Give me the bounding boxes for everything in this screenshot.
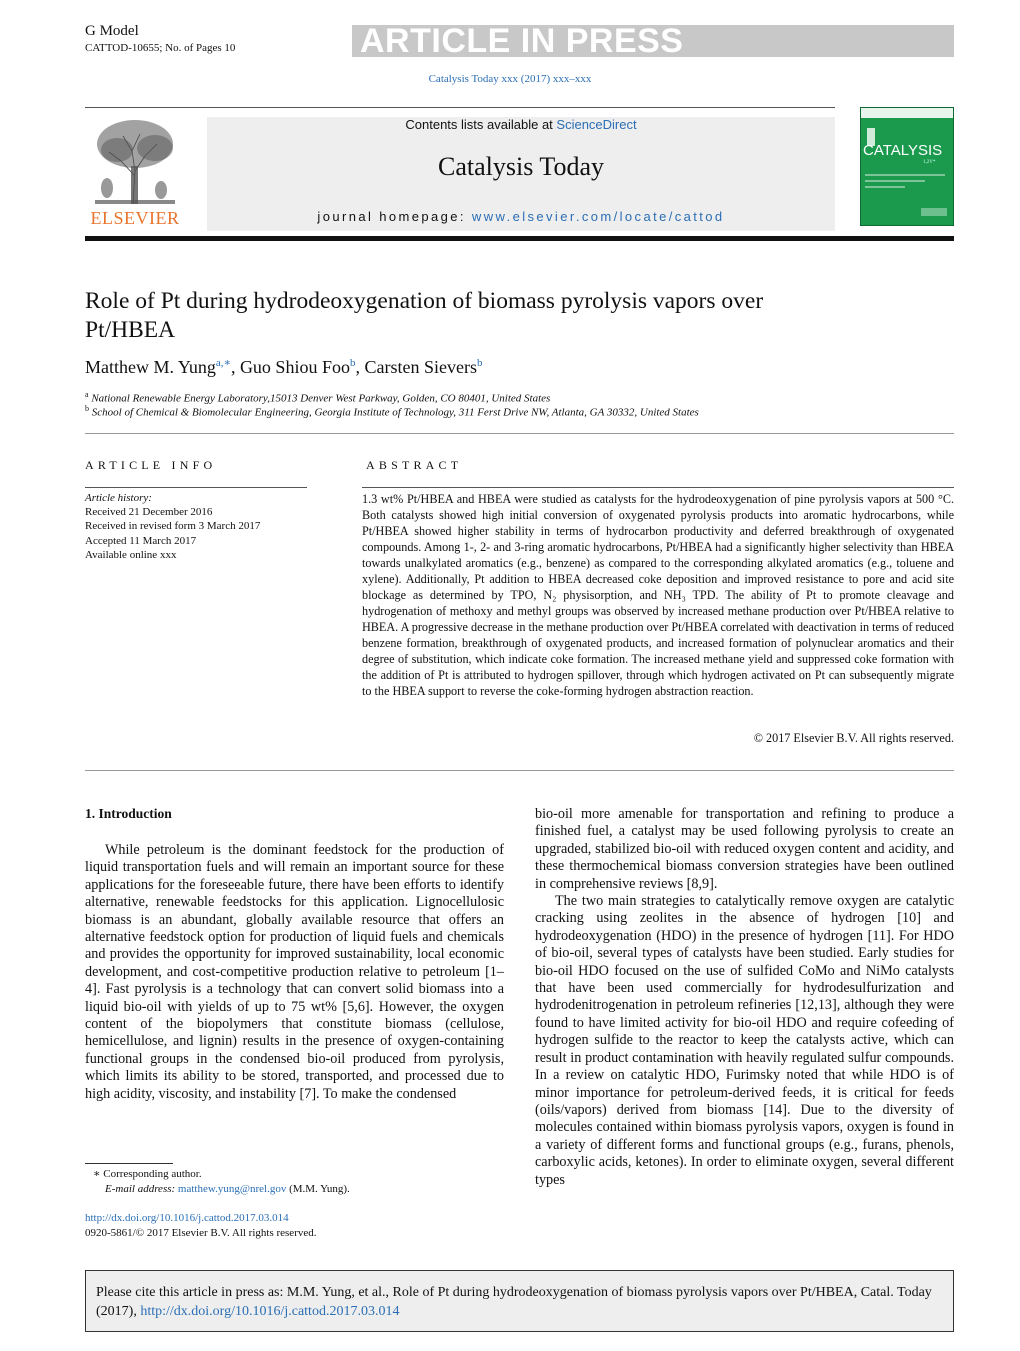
contents-prefix: Contents lists available at: [405, 117, 557, 132]
g-model-label: G Model: [85, 23, 139, 39]
email-suffix: (M.M. Yung).: [286, 1183, 350, 1195]
cover-title: CATALYSIS: [863, 142, 943, 159]
journal-title[interactable]: Catalysis Today: [438, 152, 604, 181]
journal-cover-thumbnail[interactable]: [860, 107, 954, 226]
body-paragraph: The two main strategies to catalytically remove oxygen are catalytic cracking using zeolites in the absence of hydrogen [10] and hydrodeoxygenation (HDO) in the presence of hydrogen [11]. For HDO of bio-oil, several types of catalysts have been studied. Early studies for bio-oil HDO focused on the use of sulfided CoMo and NiMo catalysts that have been used commercially for hydrodesulfurization and hydrodenitrogenation in petroleum refineries [12,13], although they were found to have limited activity for bio-oil HDO and require cofeeding of hydrogen sulfide to the reactor to keep the catalysts active, which can result in product contamination with heavily regulated sulfur compounds. In a review on catalytic HDO, Furimsky noted that while HDO is of minor importance for petroleum-derived feeds, it is critical for feeds (oils/vapors) derived from biomass [14]. Due to the diversity of molecules contained within biomass pyrolysis vapors, oxygen is found in a variety of different forms and functional groups (e.g., furans, phenols, carboxylic acids, ketones). In order to eliminate oxygen, several different types: [535, 893, 954, 1188]
author-affiliation-marker[interactable]: a,∗: [215, 357, 231, 369]
article-history: [85, 491, 260, 562]
author-name[interactable]: Guo Shiou Foo: [239, 357, 350, 377]
elsevier-tree-icon: [85, 116, 185, 208]
section-rule: [85, 433, 954, 434]
body-paragraph: While petroleum is the dominant feedstock for the production of liquid transportation fuels and will remain an important source for these applications for the foreseeable future, there have been efforts to identify alternative, renewable feedstocks for this application. Lignocellulosic biomass is an abundant, globally available resource that offers an alternative feedstock option for production of liquid fuels and chemicals and provides the opportunity for improved sustainability, local economic development, and cost-competitive production relative to petroleum [1–4]. Fast pyrolysis is a technology that can convert solid biomass into a liquid bio-oil with yields of up to 75 wt% [5,6]. However, the oxygen content of the biopolymers that constitute biomass (cellulose, hemicellulose, and lignin) results in the presence of oxygen-containing functional groups in the condensed bio-oil produced from pyrolysis, which limits its ability to be stored, transported, and processed due to high acidity, viscosity, and instability [7]. To make the condensed: [85, 842, 504, 1102]
article-info-heading: ARTICLE INFO: [85, 458, 217, 472]
cover-art-icon: [861, 108, 953, 225]
contents-line: [207, 117, 835, 132]
author-list: Matthew M. Yung$^{a,∗}$, Guo Shiou Foo$^b$, Carsten Sievers$^b$: [85, 357, 483, 377]
article-info-rule: [85, 487, 307, 488]
abstract-text: 1.3 wt% Pt/HBEA and HBEA were studied as catalysts for the hydrodeoxygenation of pine pyrolysis vapors at 500 °C. Both catalysts showed high initial conversion of oxygenated pyrolysis products into aromatic hydrocarbons, while Pt/HBEA showed higher stability in terms of hydrocarbon productivity and deferred breakthrough of oxygenated compounds. Among 1-, 2- and 3-ring aromatic hydrocarbons, Pt/HBEA had a significantly higher selectivity than HBEA towards unalkylated aromatics (e.g., benzene) as compared to the corresponding alkylated aromatics (e.g., toluene and xylene). Additionally, Pt addition to HBEA decreased coke deposition and improved resistance to pore and acid site blockage as determined by TPO, N₂ physisorption, and NH₃ TPD. The ability of Pt to promote cleavage and hydrogenation of methoxy and methyl groups was observed by increased methane production over Pt/HBEA relative to HBEA. A progressive decrease in the methane production over Pt/HBEA correlated with deactivation in terms of reduced benzene formation, breakthrough of oxygenated products, and increased formation of polynuclear aromatics and their degree of substitution, which indicate coke formation. The increased methane yield and suppressed coke formation with the addition of Pt is attributed to hydrogen spillover, through which hydrogen activated on Pt can subsequently migrate to the HBEA support to reverse the coke-forming hydrogen abstraction reaction.: [362, 492, 954, 698]
manuscript-id: CATTOD-10655; No. of Pages 10: [85, 42, 236, 54]
accepted-date: Accepted 11 March 2017: [85, 534, 197, 547]
affiliation: [85, 390, 550, 405]
email-line: [85, 1182, 350, 1197]
doi-block: [85, 1211, 317, 1241]
abstract-heading: ABSTRACT: [366, 458, 463, 472]
cover-volume: 1,2V*: [923, 160, 936, 165]
email-label: E-mail address:: [105, 1183, 178, 1195]
footnote: [85, 1167, 350, 1197]
received-date: Received 21 December 2016: [85, 506, 213, 519]
issn-line: 0920-5861/© 2017 Elsevier B.V. All rights reserved.: [85, 1227, 317, 1239]
top-rule: [85, 107, 835, 108]
doi-link[interactable]: http://dx.doi.org/10.1016/j.cattod.2017.03.014: [85, 1212, 289, 1224]
citation-text: Please cite this article in press as: M.M. Yung, et al., Role of Pt during hydrodeoxygenation of biomass pyrolysis vapors over Pt/HBEA, Catal. Today (2017),: [96, 1285, 932, 1319]
elsevier-logo[interactable]: [85, 116, 185, 231]
abstract-end-rule: [85, 770, 954, 771]
affiliation-text: School of Chemical & Biomolecular Engineering, Georgia Institute of Technology, 311 Ferst Drive NW, Atlanta, GA 30332, United States: [91, 406, 699, 419]
section-heading-introduction: 1. Introduction: [85, 806, 172, 821]
affiliation-text: National Renewable Energy Laboratory,15013 Denver West Parkway, Golden, CO 80401, United States: [91, 392, 551, 405]
article-in-press-label: ARTICLE IN PRESS: [360, 22, 684, 60]
email-link[interactable]: matthew.yung@nrel.gov: [177, 1183, 287, 1195]
abstract-rule: [362, 487, 954, 488]
revised-date: Received in revised form 3 March 2017: [85, 520, 261, 533]
article-title: Role of Pt during hydrodeoxygenation of biomass pyrolysis vapors over Pt/HBEA: [85, 288, 764, 343]
corresponding-author-note: ∗ Corresponding author.: [93, 1168, 202, 1180]
citation-doi-link[interactable]: http://dx.doi.org/10.1016/j.cattod.2017.03.014: [140, 1304, 400, 1319]
journal-reference[interactable]: Catalysis Today xxx (2017) xxx–xxx: [428, 73, 592, 85]
online-date: Available online xxx: [85, 548, 177, 561]
footnote-rule: [85, 1163, 173, 1164]
sciencedirect-link[interactable]: ScienceDirect: [556, 117, 637, 132]
abstract-copyright: © 2017 Elsevier B.V. All rights reserved.: [753, 731, 954, 745]
homepage-link[interactable]: www.elsevier.com/locate/cattod: [471, 209, 725, 224]
body-column-left: [85, 842, 504, 1103]
author-name[interactable]: Matthew M. Yung: [85, 357, 216, 377]
affiliation-marker: b: [85, 404, 89, 413]
author-affiliation-marker[interactable]: b: [349, 357, 356, 369]
affiliation: [85, 404, 699, 419]
body-column-right: [535, 806, 954, 1189]
body-paragraph: bio-oil more amenable for transportation and refining to produce a finished fuel, a catalyst may be used following pyrolysis to create an upgraded, stabilized bio-oil with reduced oxygen content and acidity, and these thermochemical biomass conversion strategies have been outlined in comprehensive reviews [8,9].: [535, 806, 954, 892]
journal-homepage: [207, 209, 835, 224]
homepage-prefix: journal homepage:: [317, 209, 472, 224]
author-affiliation-marker[interactable]: b: [476, 357, 483, 369]
header-thick-rule: [85, 236, 954, 241]
history-label: Article history:: [85, 492, 152, 504]
elsevier-wordmark: ELSEVIER: [90, 208, 180, 228]
author-name[interactable]: Carsten Sievers: [364, 357, 477, 377]
citation-box: [85, 1270, 954, 1332]
affiliation-marker: a: [85, 390, 89, 399]
